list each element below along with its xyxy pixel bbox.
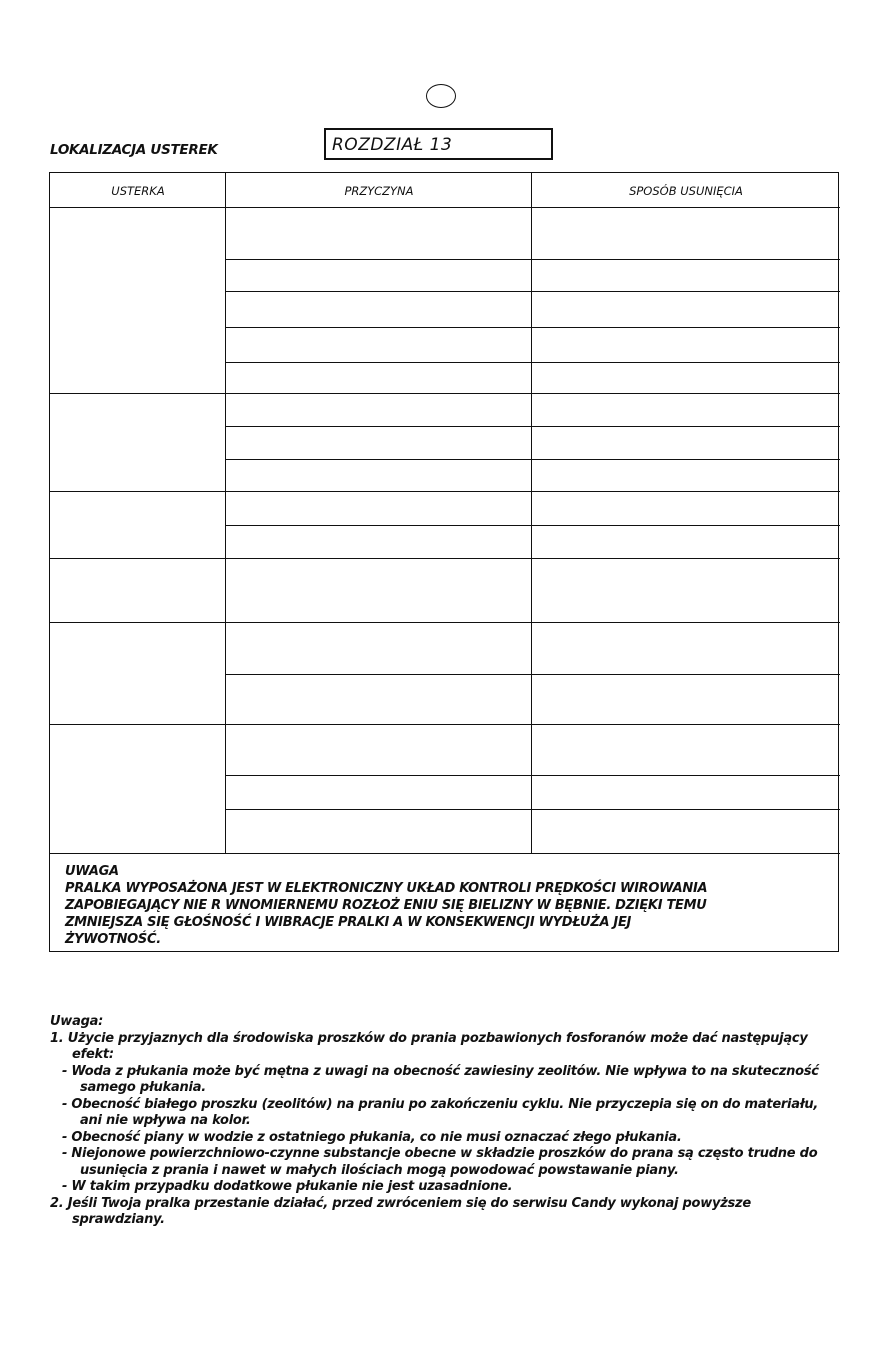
note-line: ZMNIEJSZA SIĘ GŁOŚNOŚĆ I WIBRACJE PRALKI A W KONSEKWENCJI WYDŁUŻA JEJ xyxy=(65,915,632,930)
remark-item: 1. Użycie przyjaznych dla środowiska proszków do prania pozbawionych fosforanów może dać następujący xyxy=(50,1030,808,1046)
remark-bullet: - Woda z płukania może być mętna z uwagi na obecność zawiesiny zeolitów. Nie wpływa to na skuteczność xyxy=(62,1063,819,1079)
remark-bullet: - W takim przypadku dodatkowe płukanie nie jest uzasadnione. xyxy=(62,1179,513,1194)
row-divider xyxy=(226,775,840,776)
remark-text: usunięcia z prania i nawet w małych ilościach mogą powodować powstawanie piany. xyxy=(80,1162,679,1178)
row-divider xyxy=(226,362,840,363)
remark-bullet: - Obecność białego proszku (zeolitów) na praniu po zakończeniu cyklu. Nie przyczepia się on do materiału, xyxy=(62,1096,819,1112)
row-divider xyxy=(226,809,840,810)
chapter-box xyxy=(324,128,553,160)
remark-text: ani nie wpływa na kolor. xyxy=(80,1113,251,1128)
group-divider xyxy=(50,853,840,854)
row-divider xyxy=(226,459,840,460)
note-line: ZAPOBIEGAJĄCY NIE R WNOMIERNEMU ROZŁOŻ ENIU SIĘ BIELIZNY W BĘBNIE. DZIĘKI TEMU xyxy=(65,898,707,913)
row-divider xyxy=(226,259,840,260)
row-divider xyxy=(226,327,840,328)
warning-note xyxy=(65,863,805,948)
troubleshooting-table xyxy=(49,172,839,952)
group-divider xyxy=(50,393,840,394)
group-divider xyxy=(50,558,840,559)
header-remedy: SPOSÓB USUNIĘCIA xyxy=(629,184,743,198)
row-divider xyxy=(226,291,840,292)
chapter-label: ROZDZIAŁ 13 xyxy=(332,135,453,155)
note-line: ŻYWOTNOŚĆ. xyxy=(65,932,161,947)
remark-text: samego płukania. xyxy=(80,1080,206,1095)
remark-text: efekt: xyxy=(72,1047,114,1062)
group-divider xyxy=(50,491,840,492)
remark-bullet: - Niejonowe powierzchniowo-czynne substancje obecne w składzie proszków do prana są często trudne do xyxy=(62,1146,818,1161)
header-fault: USTERKA xyxy=(111,184,165,198)
column-divider xyxy=(531,173,532,853)
remarks-title: Uwaga: xyxy=(50,1014,104,1029)
remark-text: sprawdziany. xyxy=(72,1212,165,1227)
row-divider xyxy=(226,674,840,675)
row-divider xyxy=(226,525,840,526)
note-line: PRALKA WYPOSAŻONA JEST W ELEKTRONICZNY UKŁAD KONTROLI PRĘDKOŚCI WIROWANIA xyxy=(65,881,708,896)
remarks-section xyxy=(50,1014,850,1229)
header-cause: PRZYCZYNA xyxy=(344,184,414,198)
remark-bullet: - Obecność piany w wodzie z ostatniego płukania, co nie musi oznaczać złego płukania. xyxy=(62,1129,682,1145)
column-divider xyxy=(225,173,226,853)
row-divider xyxy=(226,426,840,427)
page-heading: LOKALIZACJA USTEREK xyxy=(50,142,218,158)
note-title: UWAGA xyxy=(65,864,119,879)
group-divider xyxy=(50,724,840,725)
remark-item: 2. Jeśli Twoja pralka przestanie działać, przed zwróceniem się do serwisu Candy wykonaj powyższe xyxy=(50,1195,751,1211)
language-circle-mark xyxy=(426,84,456,108)
group-divider xyxy=(50,622,840,623)
row-divider xyxy=(50,207,840,208)
